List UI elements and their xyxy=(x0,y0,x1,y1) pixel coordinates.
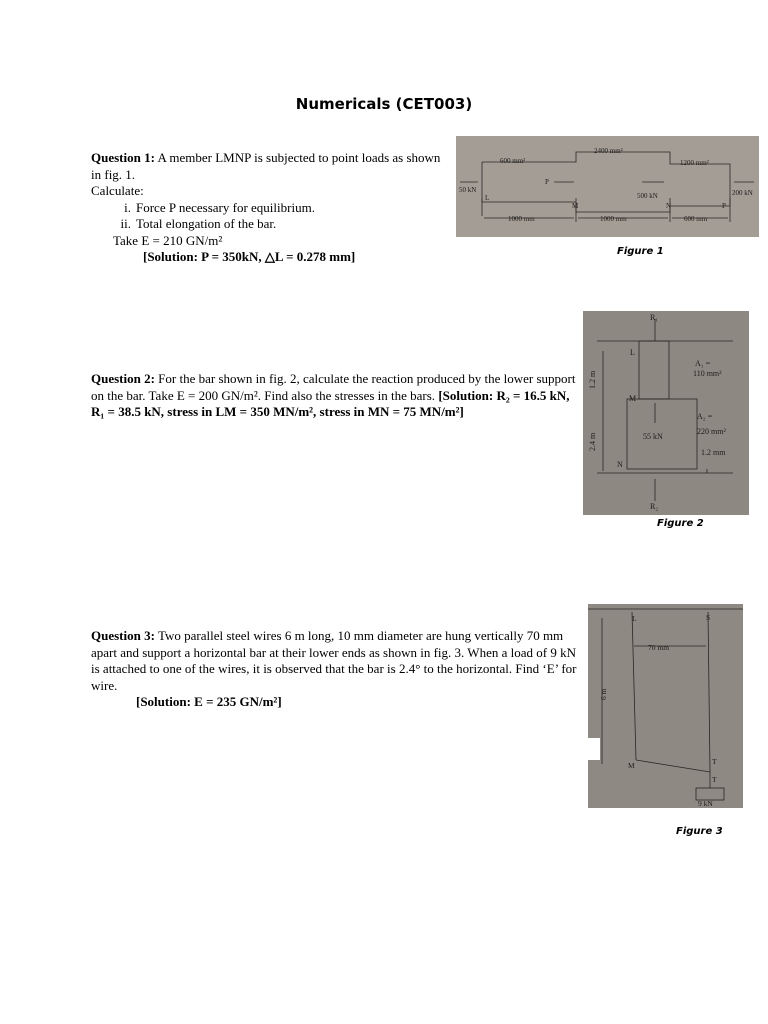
question-1-solution: [Solution: P = 350kN, △L = 0.278 mm] xyxy=(143,249,356,264)
question-3-statement xyxy=(91,628,583,694)
figure-3-caption: Figure 3 xyxy=(676,826,723,837)
question-2-statement xyxy=(91,371,581,421)
question-1-item xyxy=(91,200,451,217)
fig1-force-p: P xyxy=(545,178,549,186)
fig1-force-left: 50 kN xyxy=(459,186,477,194)
question-1-text: A member LMNP is subjected to point loads as shown in fig. 1. xyxy=(91,150,441,182)
fig3-white-patch xyxy=(588,738,600,760)
figure-1-photo xyxy=(456,136,759,237)
item-number: i. xyxy=(124,199,131,215)
fig2-gap: 1.2 mm xyxy=(701,448,726,457)
fig1-force-500: 500 kN xyxy=(637,192,658,200)
question-3-text: Two parallel steel wires 6 m long, 10 mm diameter are hung vertically 70 mm apart and support a horizontal bar at their lower ends as shown in fig. 3. When a load of 9 kN is attached to one of the wires, it is observed that the bar is 2.4° to the horizontal. Find ‘E’ for wire. xyxy=(91,628,577,693)
fig3-point-t-1: T xyxy=(712,757,717,766)
fig2-area-2-value: 220 mm² xyxy=(697,427,726,436)
figure-1-caption: Figure 1 xyxy=(617,246,664,257)
fig2-height-2: 2.4 m xyxy=(588,432,597,451)
fig1-point-n: N xyxy=(666,202,672,210)
question-3 xyxy=(91,628,583,711)
question-1 xyxy=(91,150,451,266)
question-1-calc: Calculate: xyxy=(91,183,144,198)
question-2-label: Question 2: xyxy=(91,371,155,386)
fig1-point-l: L xyxy=(485,194,490,202)
fig2-reaction-1: R₁ xyxy=(650,313,659,322)
fig2-point-n: N xyxy=(617,460,623,469)
question-1-label: Question 1: xyxy=(91,150,155,165)
figure-3-diagram xyxy=(588,604,743,808)
fig2-point-m: M xyxy=(629,394,637,403)
fig3-length: 6 m xyxy=(599,688,608,700)
fig3-point-s: S xyxy=(706,613,711,622)
fig1-point-p: P xyxy=(722,202,726,210)
figure-2-diagram xyxy=(583,311,749,515)
question-1-given: Take E = 210 GN/m² xyxy=(113,232,223,248)
fig2-reaction-2: R₂ xyxy=(650,502,659,511)
figure-2-photo xyxy=(583,311,749,515)
fig1-area-3: 1200 mm² xyxy=(680,159,709,167)
fig2-point-l: L xyxy=(630,348,635,357)
figure-1-diagram xyxy=(456,136,759,237)
fig1-dim-2: 1000 mm xyxy=(600,215,627,223)
fig3-point-m: M xyxy=(628,761,635,770)
fig2-area-1-value: 110 mm² xyxy=(693,369,722,378)
fig2-load: 55 kN xyxy=(643,432,663,441)
fig2-height-1: 1.2 m xyxy=(588,370,597,389)
fig1-force-right: 200 kN xyxy=(732,189,753,197)
question-1-statement xyxy=(91,150,451,183)
fig1-point-m: M xyxy=(572,202,579,210)
figure-3-photo xyxy=(588,604,743,808)
question-3-label: Question 3: xyxy=(91,628,155,643)
question-2-text: For the bar shown in fig. 2, calculate the reaction produced by the lower support on the bar. Take E = 200 GN/m². Find also the stresses in the bars. xyxy=(91,371,576,403)
fig3-point-l: L xyxy=(632,614,637,623)
fig1-area-1: 600 mm² xyxy=(500,157,526,165)
fig1-dim-3: 600 mm xyxy=(684,215,708,223)
question-2 xyxy=(91,371,581,421)
question-1-item xyxy=(91,216,451,233)
fig3-load: 9 kN xyxy=(698,799,713,808)
fig2-area-2: A₂ = xyxy=(697,412,713,421)
fig1-area-2: 2400 mm² xyxy=(594,147,623,155)
fig1-dim-1: 1000 mm xyxy=(508,215,535,223)
fig3-point-t-2: T xyxy=(712,775,717,784)
page-title: Numericals (CET003) xyxy=(295,95,473,113)
item-number: ii. xyxy=(120,216,131,231)
figure-2-caption: Figure 2 xyxy=(657,518,704,529)
question-3-solution: [Solution: E = 235 GN/m²] xyxy=(136,694,282,709)
item-text: Force P necessary for equilibrium. xyxy=(136,199,315,215)
fig3-spacing: 70 mm xyxy=(648,643,670,652)
item-text: Total elongation of the bar. xyxy=(136,216,277,231)
fig2-area-1: A₁ = xyxy=(695,359,711,368)
question-2-solution: [Solution: R₂ = 16.5 kN, R₁ = 38.5 kN, stress in LM = 350 MN/m², stress in MN = 75 MN/m²] xyxy=(91,387,570,419)
